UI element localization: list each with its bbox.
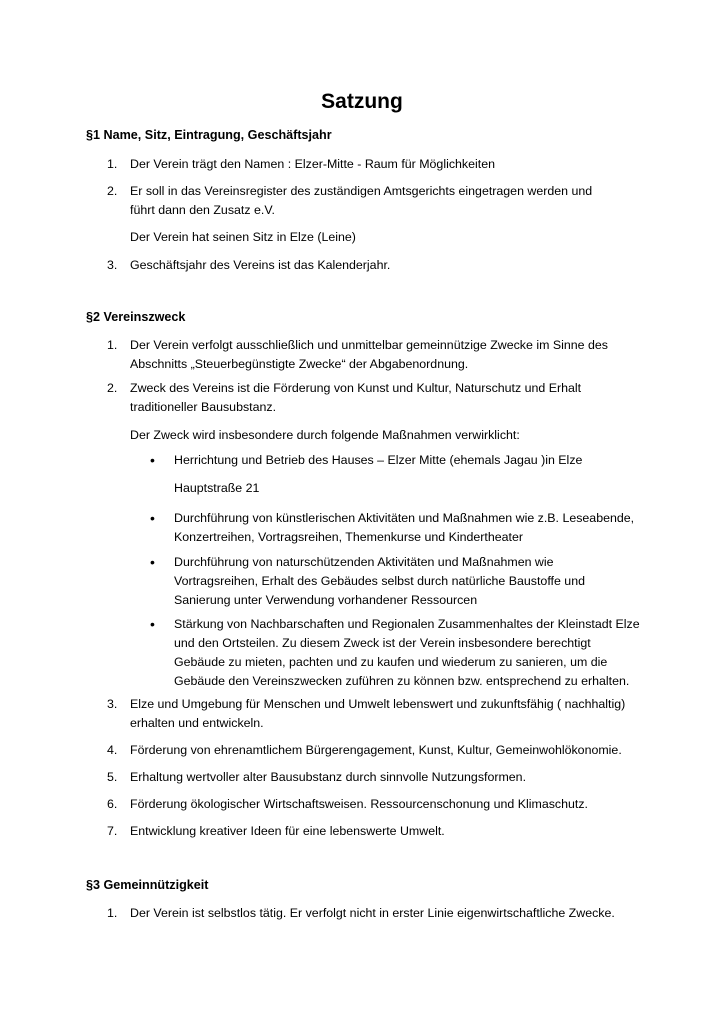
list-number: 2. bbox=[107, 184, 118, 198]
bullet-item: Herrichtung und Betrieb des Hauses – Elzer Mitte (ehemals Jagau )in Elze bbox=[174, 453, 583, 467]
list-number: 1. bbox=[107, 157, 118, 171]
list-number: 1. bbox=[107, 906, 118, 920]
section-1-heading: §1 Name, Sitz, Eintragung, Geschäftsjahr bbox=[86, 128, 332, 142]
bullet-icon: • bbox=[150, 452, 155, 468]
list-number: 3. bbox=[107, 697, 118, 711]
bullet-icon: • bbox=[150, 554, 155, 570]
list-number: 1. bbox=[107, 338, 118, 352]
bullet-item: Durchführung von naturschützenden Aktivitäten und Maßnahmen wie Vortragsreihen, Erhalt des Gebäudes selbst durch natürliche Baustoffe und Sanierung unter Verwendung vorhandener Ressourcen bbox=[174, 555, 585, 607]
list-item: Der Verein trägt den Namen : Elzer-Mitte - Raum für Möglichkeiten bbox=[130, 157, 495, 171]
section-3-heading: §3 Gemeinnützigkeit bbox=[86, 878, 209, 892]
bullet-item-continuation: Hauptstraße 21 bbox=[174, 481, 260, 495]
list-number: 7. bbox=[107, 824, 118, 838]
list-item: Der Verein verfolgt ausschließlich und unmittelbar gemeinnützige Zwecke im Sinne des Abschnitts „Steuerbegünstigte Zwecke“ der Abgabenordnung. bbox=[130, 338, 608, 371]
list-item: Förderung von ehrenamtlichem Bürgerengagement, Kunst, Kultur, Gemeinwohlökonomie. bbox=[130, 743, 622, 757]
bullet-item: Stärkung von Nachbarschaften und Regionalen Zusammenhaltes der Kleinstadt Elze und den Ortsteilen. Zu diesem Zweck ist der Verein insbesondere berechtigt Gebäude zu mieten, pachten und zu kaufen und wiederum zu sanieren, um die Gebäude den Vereinszwecken zuführen zu können bzw. entsprechend zu erhalten. bbox=[174, 617, 640, 688]
list-number: 5. bbox=[107, 770, 118, 784]
list-item: Förderung ökologischer Wirtschaftsweisen. Ressourcenschonung und Klimaschutz. bbox=[130, 797, 588, 811]
list-item: Geschäftsjahr des Vereins ist das Kalenderjahr. bbox=[130, 258, 391, 272]
list-number: 2. bbox=[107, 381, 118, 395]
bullet-icon: • bbox=[150, 616, 155, 632]
list-item: Er soll in das Vereinsregister des zuständigen Amtsgerichts eingetragen werden und führt dann den Zusatz e.V. bbox=[130, 184, 593, 217]
section-2-heading: §2 Vereinszweck bbox=[86, 310, 186, 324]
list-item-continuation: Der Verein hat seinen Sitz in Elze (Leine) bbox=[130, 230, 356, 244]
bullet-item: Durchführung von künstlerischen Aktivitäten und Maßnahmen wie z.B. Leseabende, Konzertreihen, Vortragsreihen, Themenkurse und Kindertheater bbox=[174, 511, 635, 544]
list-item: Entwicklung kreativer Ideen für eine lebenswerte Umwelt. bbox=[130, 824, 445, 838]
list-number: 6. bbox=[107, 797, 118, 811]
list-number: 4. bbox=[107, 743, 118, 757]
bullet-icon: • bbox=[150, 510, 155, 526]
list-number: 3. bbox=[107, 258, 118, 272]
list-item: Der Verein ist selbstlos tätig. Er verfolgt nicht in erster Linie eigenwirtschaftliche Zwecke. bbox=[130, 906, 615, 920]
list-item-continuation: Der Zweck wird insbesondere durch folgende Maßnahmen verwirklicht: bbox=[130, 428, 520, 442]
document-title: Satzung bbox=[321, 90, 403, 113]
list-item: Zweck des Vereins ist die Förderung von Kunst und Kultur, Naturschutz und Erhalt traditioneller Bausubstanz. bbox=[130, 381, 582, 414]
list-item: Erhaltung wertvoller alter Bausubstanz durch sinnvolle Nutzungsformen. bbox=[130, 770, 527, 784]
list-item: Elze und Umgebung für Menschen und Umwelt lebenswert und zukunftsfähig ( nachhaltig) erhalten und entwickeln. bbox=[130, 697, 626, 730]
